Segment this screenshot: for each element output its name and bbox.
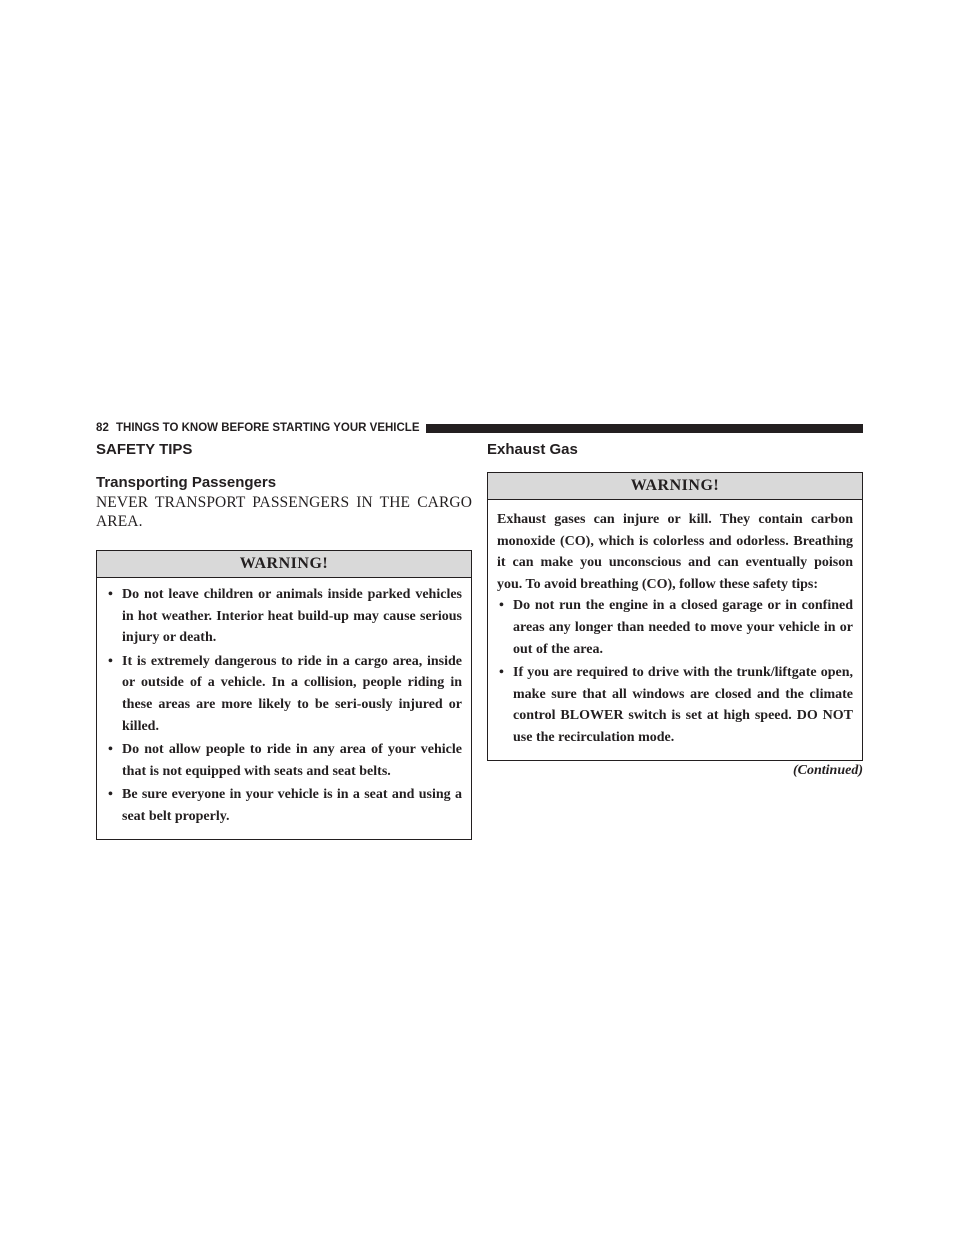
bullet-icon: •: [108, 787, 113, 803]
warning-intro: Exhaust gases can injure or kill. They contain carbon monoxide (CO), which is colorless and odorless. Breathing it can make you unconscious and can eventually poison you. To avoid breathing (CO), follow these safety tips:: [497, 512, 853, 592]
continued-label: (Continued): [792, 762, 863, 778]
warning-item-text: Be sure everyone in your vehicle is in a seat and using a seat belt properly.: [122, 787, 462, 824]
left-column: [96, 440, 472, 840]
warning-box-passengers: [96, 550, 472, 840]
bullet-icon: •: [499, 665, 504, 681]
warning-list: [106, 584, 462, 828]
bullet-icon: •: [108, 653, 113, 669]
subsection-title-transporting-passengers: Transporting Passengers: [96, 474, 277, 491]
warning-item-text: Do not allow people to ride in any area of your vehicle that is not equipped with seats and seat belts.: [122, 742, 462, 779]
warning-title: WARNING!: [97, 551, 471, 578]
header-rule: [426, 424, 864, 433]
warning-list: [497, 595, 853, 748]
section-title-safety-tips: SAFETY TIPS: [96, 441, 193, 458]
section-title-exhaust-gas: Exhaust Gas: [487, 441, 578, 458]
right-column: [487, 440, 863, 780]
warning-item-text: Do not leave children or animals inside parked vehicles in hot weather. Interior heat build-up may cause serious injury or death.: [122, 587, 462, 646]
warning-item: [106, 651, 462, 737]
warning-item: [106, 584, 462, 649]
bullet-icon: •: [499, 598, 504, 614]
warning-item: [497, 595, 853, 660]
warning-item: [106, 784, 462, 827]
warning-title: WARNING!: [488, 473, 862, 500]
warning-body: [488, 500, 862, 760]
page-header: [96, 421, 863, 435]
body-text-cargo-area: NEVER TRANSPORT PASSENGERS IN THE CARGO AREA.: [96, 494, 472, 530]
bullet-icon: •: [108, 742, 113, 758]
bullet-icon: •: [108, 587, 113, 602]
warning-item: [106, 739, 462, 782]
page-number: 82: [96, 422, 109, 434]
warning-body: [97, 578, 471, 839]
warning-box-exhaust: [487, 472, 863, 761]
warning-item-text: If you are required to drive with the trunk/liftgate open, make sure that all windows are closed and the climate control BLOWER switch is set at high speed. DO NOT use the recirculation mode.: [513, 665, 853, 745]
warning-item: [497, 662, 853, 748]
warning-item-text: Do not run the engine in a closed garage or in confined areas any longer than needed to move your vehicle in or out of the area.: [513, 598, 853, 657]
warning-item-text: It is extremely dangerous to ride in a cargo area, inside or outside of a vehicle. In a collision, people riding in these areas are more likely to be seri-ously injured or killed.: [122, 653, 462, 734]
chapter-title: THINGS TO KNOW BEFORE STARTING YOUR VEHICLE: [116, 422, 420, 434]
